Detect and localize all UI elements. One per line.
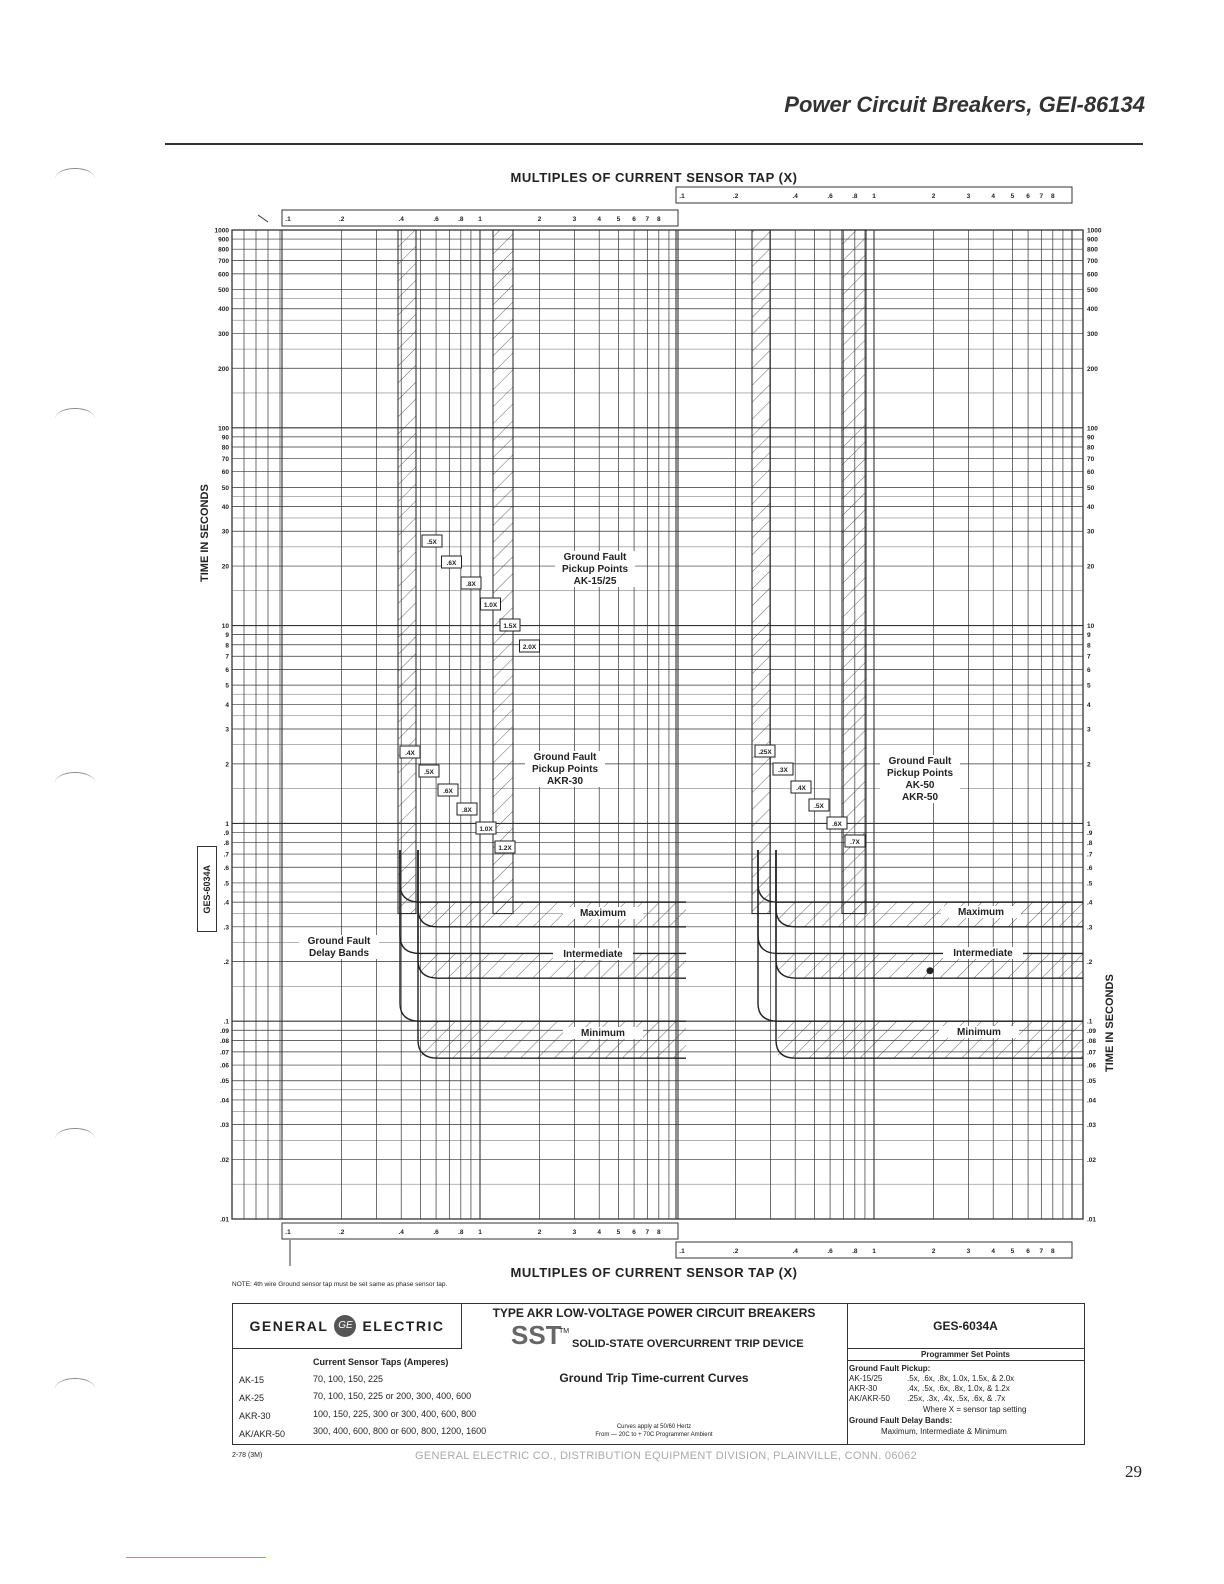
annotation-minimum: Minimum [957, 1027, 1001, 1038]
right-delay-band-fill [778, 1021, 1083, 1058]
tap-model: AK-15 [239, 1375, 265, 1385]
gf-pickup-heading: Ground Fault Pickup: [849, 1364, 931, 1373]
y-tick-label-left: .07 [219, 1049, 229, 1057]
x-tick-label: .1 [285, 216, 291, 223]
pickup-ak50-label: .4X [796, 785, 806, 792]
pickup-ak15-25-label: 1.5X [503, 623, 517, 630]
x-tick-label: 6 [632, 1229, 636, 1236]
y-tick-label-left: 90 [221, 434, 229, 442]
y-tick-label-left: 60 [221, 469, 229, 477]
x-tick-label: 5 [616, 216, 621, 223]
y-tick-label-right: 30 [1087, 528, 1095, 536]
title-block [232, 1303, 1085, 1445]
y-tick-label-right: .08 [1087, 1037, 1097, 1045]
annotation-gf-ak15-25: AK-15/25 [573, 576, 617, 587]
y-tick-label-left: .01 [219, 1216, 229, 1224]
x-axis-title-bottom: MULTIPLES OF CURRENT SENSOR TAP (X) [510, 1265, 798, 1280]
y-tick-label-left: 1 [225, 820, 229, 828]
pickup-model: AK/AKR-50 [849, 1394, 890, 1403]
pickup-ak50-label: .3X [778, 767, 788, 774]
pickup-ak15-25-label: 1.0X [483, 602, 498, 609]
annotation-gf-ak50: Ground Fault [888, 756, 952, 767]
annotation-gf-akr30: Ground Fault [533, 752, 597, 763]
chart-curves [398, 230, 1083, 1058]
x-tick-label: 3 [966, 193, 971, 200]
pickup-akr30-label: 1.0X [479, 826, 493, 833]
y-tick-label-right: 100 [1087, 425, 1098, 433]
y-tick-label-right: 8 [1087, 642, 1091, 650]
decorative-rule [126, 1557, 266, 1558]
right-delay-band-fill [778, 902, 1083, 927]
y-tick-label-left: 600 [218, 271, 229, 279]
y-tick-label-right: 60 [1087, 469, 1095, 477]
y-tick-label-left: 100 [218, 425, 229, 433]
delay-values: Maximum, Intermediate & Minimum [881, 1427, 1007, 1436]
y-tick-label-right: .9 [1087, 829, 1093, 837]
y-tick-label-left: 3 [225, 726, 229, 734]
annotation-delay-bands: Ground Fault [307, 936, 371, 947]
type-line: TYPE AKR LOW-VOLTAGE POWER CIRCUIT BREAKERS [492, 1306, 816, 1320]
x-tick-label: 4 [597, 1229, 602, 1236]
y-tick-label-right: 500 [1087, 287, 1098, 295]
y-tick-label-left: .4 [223, 899, 229, 907]
x-tick-label: .6 [433, 216, 439, 223]
plot-frame [232, 230, 1083, 1219]
x-tick-label: 7 [1039, 1248, 1044, 1255]
y-tick-label-left: 4 [225, 701, 229, 709]
y-tick-label-right: 1000 [1087, 227, 1102, 235]
y-tick-label-left: 300 [218, 330, 229, 338]
x-tick-label: 1 [478, 1229, 482, 1236]
y-tick-label-left: .08 [219, 1037, 229, 1045]
y-tick-label-right: 9 [1087, 632, 1091, 640]
y-tick-label-right: 20 [1087, 563, 1095, 571]
y-tick-label-right: .2 [1087, 959, 1093, 967]
brand-electric: ELECTRIC [362, 1318, 445, 1334]
tap-model: AK-25 [239, 1393, 265, 1403]
y-tick-label-right: .01 [1087, 1216, 1097, 1224]
x-tick-label: 6 [632, 216, 636, 223]
y-tick-label-left: .05 [219, 1078, 229, 1086]
pickup-values: .4x, .5x, .6x, .8x, 1.0x, & 1.2x [907, 1384, 1010, 1393]
pickup-band [398, 230, 416, 914]
y-tick-label-left: .1 [223, 1018, 229, 1026]
x-tick-label: 2 [537, 1229, 542, 1236]
y-tick-label-right: .3 [1087, 924, 1093, 932]
y-tick-label-right: .02 [1087, 1156, 1097, 1164]
y-tick-label-right: .09 [1087, 1027, 1097, 1035]
y-tick-label-right: .7 [1087, 851, 1093, 859]
annotation-gf-ak15-25: Pickup Points [561, 564, 629, 575]
delay-heading: Ground Fault Delay Bands: [849, 1416, 953, 1425]
x-tick-label: 7 [1039, 193, 1044, 200]
right-delay-curve [758, 850, 1083, 1021]
y-tick-label-left: 40 [221, 504, 229, 512]
y-tick-label-left: 7 [225, 653, 229, 661]
y-tick-label-left: 70 [221, 455, 229, 463]
x-tick-label: .8 [458, 1229, 464, 1236]
y-tick-label-right: 7 [1087, 653, 1091, 661]
y-tick-label-left: .2 [223, 959, 229, 967]
x-tick-label: 6 [1026, 1248, 1030, 1255]
company-address: GENERAL ELECTRIC CO., DISTRIBUTION EQUIPMENT DIVISION, PLAINVILLE, CONN. 06062 [415, 1450, 918, 1462]
y-tick-label-left: 50 [221, 484, 229, 492]
annotation-gf-akr30: AKR-30 [546, 776, 584, 787]
tap-model: AK/AKR-50 [239, 1429, 286, 1439]
x-tick-label: 2 [931, 193, 936, 200]
y-tick-label-right: .6 [1087, 864, 1093, 872]
y-tick-label-left: .03 [219, 1122, 229, 1130]
x-tick-label: 3 [966, 1248, 971, 1255]
x-tick-label: 3 [572, 1229, 577, 1236]
y-tick-label-left: 5 [225, 682, 229, 690]
x-tick-label: 7 [645, 216, 650, 223]
x-tick-label: 2 [537, 216, 542, 223]
pickup-values: .25x, .3x, .4x, .5x, .6x, & .7x [907, 1394, 1006, 1403]
y-tick-label-right: 50 [1087, 484, 1095, 492]
tap-values: 70, 100, 150, 225 or 200, 300, 400, 600 [313, 1391, 472, 1401]
y-tick-label-left: 6 [225, 666, 229, 674]
brand-general: GENERAL [249, 1318, 329, 1334]
tap-values: 70, 100, 150, 225 [313, 1374, 384, 1384]
annotation-minimum: Minimum [581, 1028, 625, 1039]
pickup-ak50-label: .7X [850, 839, 860, 846]
annotation-maximum: Maximum [579, 908, 627, 919]
y-tick-label-right: 5 [1087, 682, 1091, 690]
x-tick-label: .4 [398, 1229, 404, 1236]
left-delay-band-fill [420, 1021, 686, 1058]
pickup-band [842, 230, 866, 914]
left-delay-band-fill [420, 902, 686, 927]
x-tick-label: 1 [478, 216, 482, 223]
y-tick-label-left: .06 [219, 1062, 229, 1070]
annotation-gf-akr30: Pickup Points [531, 764, 599, 775]
y-tick-label-right: 900 [1087, 236, 1098, 244]
y-tick-label-left: .8 [223, 840, 229, 848]
y-tick-label-left: 80 [221, 444, 229, 452]
y-tick-label-right: 4 [1087, 701, 1091, 709]
tap-model: AKR-30 [239, 1411, 271, 1421]
document-number-tab: GES-6034A [197, 846, 217, 932]
y-tick-label-left: .9 [223, 829, 229, 837]
y-tick-label-right: 200 [1087, 365, 1098, 373]
pickup-band [493, 230, 513, 914]
left-delay-curve [400, 850, 686, 1021]
x-axis-title-top: MULTIPLES OF CURRENT SENSOR TAP (X) [510, 170, 798, 185]
y-tick-label-right: 800 [1087, 246, 1098, 254]
print-code: 2-78 (3M) [232, 1452, 263, 1459]
y-tick-label-left: 30 [221, 528, 229, 536]
pickup-akr30-label: .5X [424, 769, 434, 776]
x-tick-label: 4 [991, 193, 996, 200]
y-tick-label-right: 6 [1087, 666, 1091, 674]
y-tick-label-left: 900 [218, 236, 229, 244]
pickup-ak50-label: .25X [758, 749, 772, 756]
where-note: Where X = sensor tap setting [923, 1405, 1027, 1414]
programmer-heading: Programmer Set Points [921, 1350, 1010, 1359]
y-tick-label-left: 500 [218, 287, 229, 295]
x-tick-label: .6 [827, 1248, 833, 1255]
curves-note-1: Curves apply at 50/60 Hertz [616, 1424, 692, 1430]
y-tick-label-right: 70 [1087, 455, 1095, 463]
x-tick-label: .8 [458, 216, 464, 223]
y-tick-label-right: 1 [1087, 820, 1091, 828]
y-tick-label-right: 2 [1087, 761, 1091, 769]
pickup-ak50-label: .6X [832, 821, 842, 828]
y-tick-label-left: .09 [219, 1027, 229, 1035]
x-tick-label: 2 [931, 1248, 936, 1255]
annotation-gf-ak50: Pickup Points [886, 768, 954, 779]
pickup-model: AK-15/25 [849, 1374, 883, 1383]
x-tick-label: .2 [732, 1248, 739, 1255]
x-tick-label: .4 [398, 216, 404, 223]
chart-grid [232, 230, 1083, 1219]
programmer-rule [847, 1360, 1084, 1361]
left-delay-curve [400, 850, 686, 902]
x-tick-label: 4 [991, 1248, 996, 1255]
y-tick-label-left: 800 [218, 246, 229, 254]
x-tick-label: 8 [1050, 1248, 1055, 1255]
right-delay-curve [758, 850, 1083, 902]
x-tick-label: 5 [1010, 193, 1015, 200]
x-tick-label: 6 [1026, 193, 1030, 200]
x-tick-label: .2 [338, 216, 345, 223]
x-tick-label: 5 [1010, 1248, 1015, 1255]
pickup-ak15-25-label: .6X [446, 560, 457, 567]
x-tick-label: .1 [285, 1229, 291, 1236]
y-tick-label-left: 400 [218, 306, 229, 314]
sst-mark: SST [511, 1320, 562, 1350]
y-tick-label-left: 200 [218, 365, 229, 373]
tap-values: 100, 150, 225, 300 or 300, 400, 600, 800 [313, 1409, 477, 1419]
y-tick-label-right: .04 [1087, 1097, 1097, 1105]
y-tick-label-right: 80 [1087, 444, 1095, 452]
pickup-model: AKR-30 [849, 1384, 878, 1393]
annotation-gf-ak50: AKR-50 [901, 792, 939, 803]
pickup-values: .5x, .6x, .8x, 1.0x, 1.5x, & 2.0x [907, 1374, 1015, 1383]
y-tick-label-left: .7 [223, 851, 229, 859]
x-tick-label: .1 [679, 193, 685, 200]
y-tick-label-right: .07 [1087, 1049, 1097, 1057]
y-axis-title-right: TIME IN SECONDS [1104, 974, 1116, 1072]
x-tick-label: .4 [792, 193, 798, 200]
annotation-maximum: Maximum [957, 907, 1005, 918]
y-tick-label-right: .03 [1087, 1122, 1097, 1130]
y-tick-label-right: 300 [1087, 330, 1098, 338]
x-tick-label: .6 [433, 1229, 439, 1236]
page-number: 29 [1125, 1462, 1142, 1481]
y-tick-label-right: 700 [1087, 258, 1098, 266]
y-tick-label-right: .8 [1087, 840, 1093, 848]
device-name: SOLID-STATE OVERCURRENT TRIP DEVICE [572, 1338, 804, 1350]
x-tick-label: 1 [872, 1248, 876, 1255]
right-delay-band-fill [778, 953, 1083, 978]
x-tick-label: 8 [656, 1229, 661, 1236]
y-tick-label-left: 1000 [214, 227, 229, 235]
y-tick-label-left: 9 [225, 632, 229, 640]
y-tick-label-left: 20 [221, 563, 229, 571]
y-tick-label-right: .06 [1087, 1062, 1097, 1070]
tap-values: 300, 400, 600, 800 or 600, 800, 1200, 1600 [313, 1426, 487, 1436]
y-tick-label-left: 8 [225, 642, 229, 650]
pickup-akr30-label: .6X [443, 788, 453, 795]
ge-monogram-icon: GE [334, 1315, 356, 1337]
scale-pointer [258, 215, 268, 222]
x-tick-label: 7 [645, 1229, 650, 1236]
annotation-delay-bands: Delay Bands [308, 948, 370, 959]
y-tick-label-left: .5 [223, 880, 229, 888]
x-tick-label: .2 [732, 193, 739, 200]
pickup-ak15-25-label: .8X [466, 581, 476, 588]
y-tick-label-right: .1 [1087, 1018, 1093, 1026]
ge-logo-block [233, 1304, 462, 1349]
annotation-intermediate: Intermediate [563, 949, 623, 960]
annotation-gf-ak15-25: Ground Fault [563, 552, 627, 563]
y-tick-label-right: 400 [1087, 306, 1098, 314]
x-tick-label: 8 [1050, 193, 1055, 200]
x-tick-label: .4 [792, 1248, 798, 1255]
y-tick-label-left: .02 [219, 1156, 229, 1164]
y-tick-label-right: 10 [1087, 623, 1095, 631]
pickup-akr30-label: .4X [405, 750, 415, 757]
y-tick-label-left: .6 [223, 864, 229, 872]
taps-heading: Current Sensor Taps (Amperes) [313, 1357, 449, 1367]
pickup-akr30-label: .8X [462, 807, 472, 814]
pickup-ak15-25-label: 2.0X [522, 644, 537, 651]
y-tick-label-right: 90 [1087, 434, 1095, 442]
x-tick-label: .6 [827, 193, 833, 200]
x-tick-label: 1 [872, 193, 876, 200]
x-tick-label: 8 [656, 216, 661, 223]
y-tick-label-right: .4 [1087, 899, 1093, 907]
annotation-intermediate: Intermediate [953, 948, 1013, 959]
y-tick-label-left: 700 [218, 258, 229, 266]
y-tick-label-left: .04 [219, 1097, 229, 1105]
x-tick-label: 5 [616, 1229, 621, 1236]
pickup-akr30-label: 1.2X [498, 845, 512, 852]
y-tick-label-right: .05 [1087, 1078, 1097, 1086]
pickup-ak15-25-label: .5X [427, 539, 437, 546]
x-tick-label: .2 [338, 1229, 345, 1236]
y-tick-label-right: .5 [1087, 880, 1093, 888]
x-tick-label: .8 [852, 193, 858, 200]
pickup-ak50-label: .5X [814, 803, 824, 810]
chart-note: NOTE: 4th wire Ground sensor tap must be set same as phase sensor tap. [232, 1281, 448, 1288]
annotation-gf-ak50: AK-50 [905, 780, 935, 791]
y-tick-label-left: 2 [225, 761, 229, 769]
y-tick-label-left: .3 [223, 924, 229, 932]
x-tick-label: 3 [572, 216, 577, 223]
x-tick-label: .8 [852, 1248, 858, 1255]
y-tick-label-right: 3 [1087, 726, 1091, 734]
y-tick-label-right: 600 [1087, 271, 1098, 279]
y-tick-label-right: 40 [1087, 504, 1095, 512]
x-tick-label: .1 [679, 1248, 685, 1255]
marker-dot [927, 967, 934, 974]
x-tick-label: 4 [597, 216, 602, 223]
y-axis-title-left: TIME IN SECONDS [199, 484, 211, 582]
curves-note-2: From — 20C to + 70C Programmer Ambient [595, 1432, 713, 1438]
doc-number: GES-6034A [847, 1304, 1084, 1349]
trademark: TM [559, 1328, 570, 1335]
page-header-title: Power Circuit Breakers, GEI-86134 [784, 92, 1145, 117]
pickup-band [752, 230, 770, 914]
curve-title: Ground Trip Time-current Curves [559, 1371, 749, 1385]
y-tick-label-left: 10 [221, 623, 229, 631]
